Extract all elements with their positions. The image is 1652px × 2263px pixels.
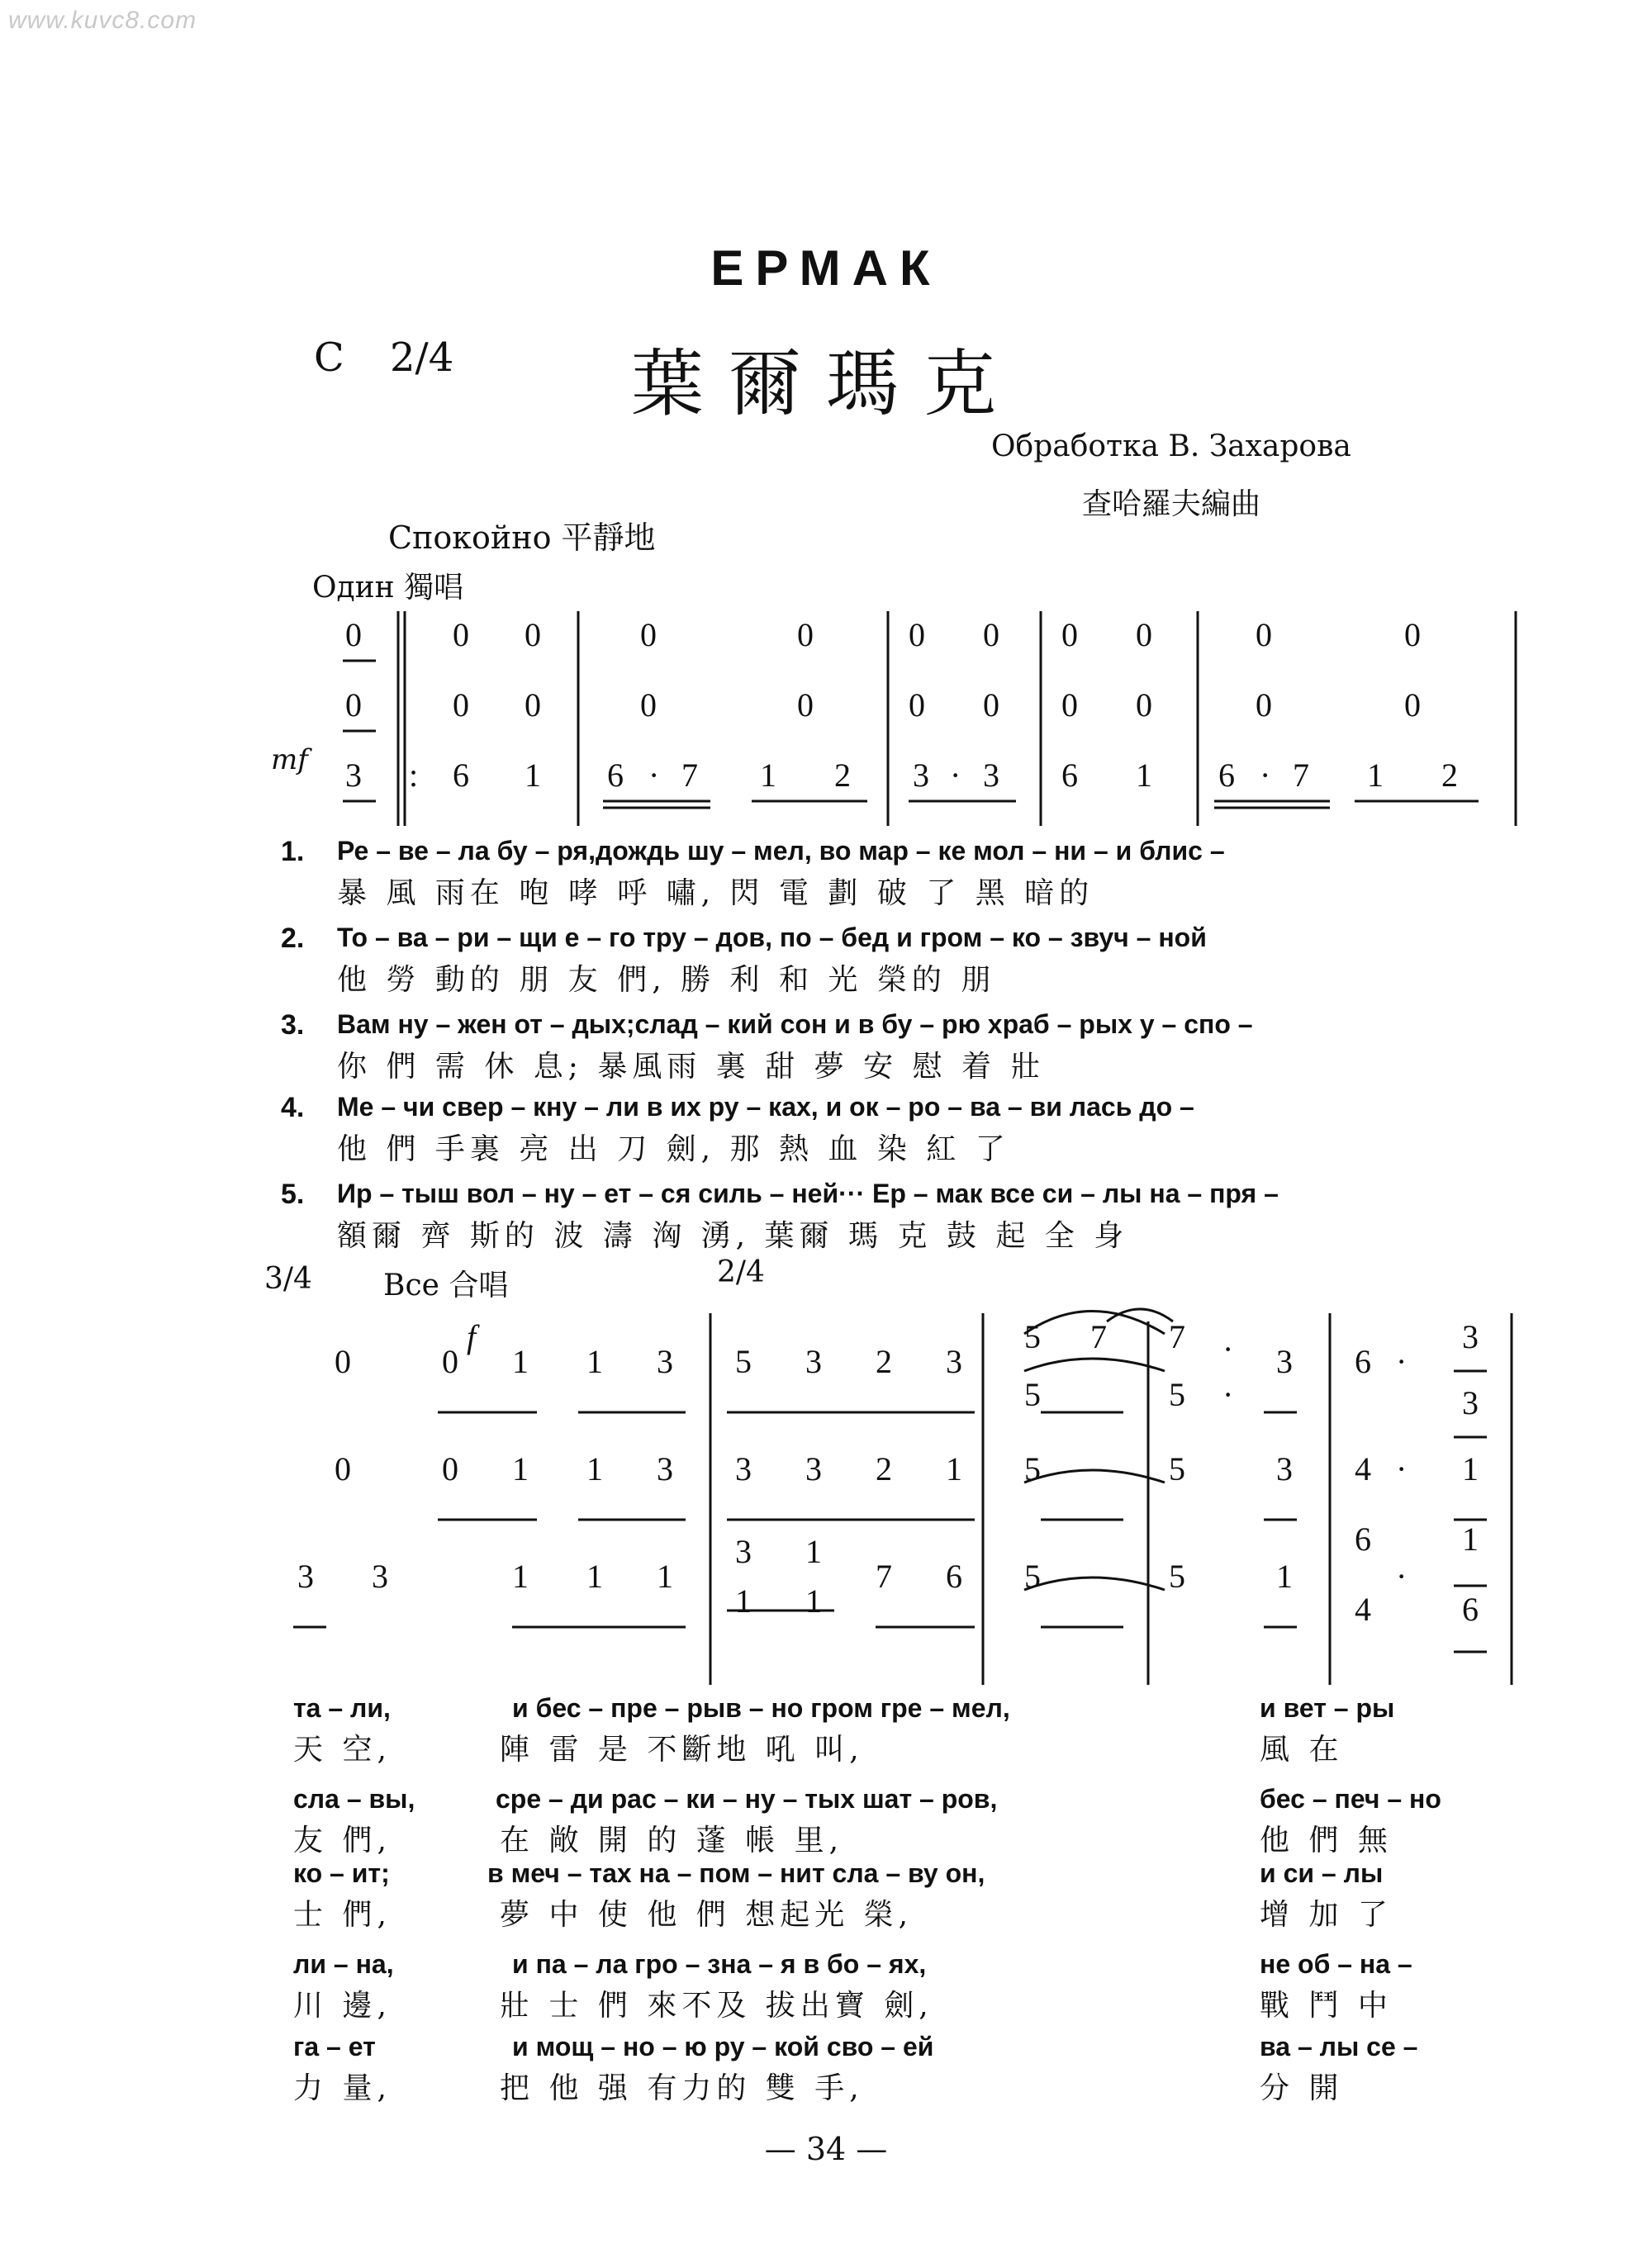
sys1-line1-note: 0: [345, 616, 362, 653]
verse-number: 3.: [281, 1009, 305, 1041]
sys1-line3-note: 3: [983, 757, 999, 794]
sys1-line3-note: 6: [607, 757, 624, 794]
credit-chinese: 查哈羅夫編曲: [1082, 487, 1261, 521]
section2-label: Все 合唱: [383, 1269, 509, 1302]
sys2-line2-note: 3: [805, 1450, 822, 1487]
sys2-line1-note: 5: [1024, 1318, 1041, 1355]
verse2-ru-a: ли – на,: [293, 1949, 394, 1979]
verse2-ru-c: бес – печ – но: [1260, 1784, 1441, 1814]
sys1-line3-note: 7: [681, 757, 698, 794]
sys1-line1-note: 0: [1256, 616, 1272, 653]
sys2-line2-note: 1: [586, 1450, 603, 1487]
verse2-zh-c: 增 加 了: [1260, 1898, 1393, 1932]
sys1-line2-note: 0: [345, 686, 362, 723]
sys2-line1-note: 7: [1090, 1318, 1107, 1355]
sys1-line3-dot: ·: [950, 757, 961, 794]
verse2-zh-b: 在 敞 開 的 蓬 帳 里,: [500, 1824, 844, 1857]
sys1-line2-note: 0: [525, 686, 541, 723]
title-chinese: 葉爾瑪克: [630, 341, 1021, 426]
verse2-zh-a: 士 們,: [293, 1898, 392, 1932]
sys2-line2-note: 1: [1462, 1450, 1479, 1487]
sys2-line3-note: 3: [297, 1558, 314, 1595]
sys2-line1-note: 0: [442, 1343, 458, 1380]
sys2-line2-note: 5: [1169, 1450, 1185, 1487]
dynamic-mf: mf: [271, 743, 308, 776]
sys2-line3-note: 6: [946, 1558, 962, 1595]
sys1-line1-note: 0: [1404, 616, 1421, 653]
sys2-line1-note: 5: [735, 1343, 752, 1380]
sys1-line1-note: 0: [983, 616, 999, 653]
verse2-zh-c: 戰 鬥 中: [1260, 1989, 1393, 2023]
watermark: www.kuvc8.com: [8, 7, 197, 34]
sys2-line3-note: 7: [876, 1558, 892, 1595]
verse2-zh-b: 壯 士 們 來不及 拔出寶 劍,: [500, 1989, 933, 2023]
sys1-line3-note: 3: [345, 757, 362, 794]
sys1-line2-note: 0: [1136, 686, 1152, 723]
section2-time2: 2/4: [717, 1255, 765, 1289]
sys1-line2-note: 0: [1404, 686, 1421, 723]
sys2-line1-note: 3: [1462, 1318, 1479, 1355]
sys2-line3-note: 6: [1462, 1591, 1479, 1628]
verse2-ru-a: сла – вы,: [293, 1784, 415, 1814]
verse-number: 2.: [281, 923, 305, 954]
verse2-ru-b: и мощ – но – ю ру – кой сво – ей: [512, 2032, 934, 2061]
solo-label: Один 獨唱: [312, 571, 464, 605]
sys1-line1-note: 0: [453, 616, 469, 653]
sys2-line1-note: 3: [1462, 1384, 1479, 1421]
sys2-line1-note: 0: [335, 1343, 351, 1380]
sys1-line2-note: 0: [640, 686, 657, 723]
sys2-line3-note: 5: [1024, 1558, 1041, 1595]
sys1-line3-note: 1: [1367, 757, 1384, 794]
sys1-line3-note: 7: [1293, 757, 1309, 794]
verse-ru: Вам ну – жен от – дых;слад – кий сон и в бу – рю храб – рых у – спо –: [337, 1009, 1253, 1039]
title-russian: ЕРМАК: [710, 240, 942, 296]
verse2-ru-b: и бес – пре – рыв – но гром гре – мел,: [512, 1693, 1010, 1723]
sys1-line3-note: 2: [834, 757, 851, 794]
verse2-ru-b: в меч – тах на – пом – нит сла – ву он,: [487, 1858, 985, 1888]
sys2-line2-note: 1: [946, 1450, 962, 1487]
verse-zh: 暴 風 雨在 咆 哮 呼 嘯, 閃 電 劃 破 了 黑 暗的: [337, 876, 1094, 910]
sys1-line1-note: 0: [909, 616, 925, 653]
verse2-ru-c: и си – лы: [1260, 1858, 1384, 1888]
page-number: — 34 —: [764, 2131, 888, 2167]
sys2-line2-note: 4: [1355, 1450, 1371, 1487]
sys1-line3-dot: ·: [648, 757, 660, 794]
sys2-line2-note: 3: [735, 1450, 752, 1487]
verse2-ru-a: та – ли,: [293, 1693, 391, 1723]
verse2-zh-a: 友 們,: [293, 1824, 392, 1857]
verse-zh: 你 們 需 休 息; 暴風雨 裏 甜 夢 安 慰 着 壯: [337, 1050, 1046, 1084]
sys2-line3-note: 1: [805, 1533, 822, 1570]
verse2-ru-b: и па – ла гро – зна – я в бо – ях,: [512, 1949, 927, 1979]
sys2-line3-note: 1: [657, 1558, 673, 1595]
verse2-zh-b: 夢 中 使 他 們 想起光 榮,: [500, 1898, 914, 1932]
sys2-line3-note: 1: [586, 1558, 603, 1595]
sys2-line1-dot: ·: [1222, 1376, 1234, 1413]
verse2-zh-c: 分 開: [1260, 2071, 1344, 2105]
sys1-line3-note: 1: [760, 757, 776, 794]
sys1-line2-note: 0: [1256, 686, 1272, 723]
sys2-line3-note: 3: [735, 1533, 752, 1570]
sys2-line3-note: 1: [735, 1582, 752, 1620]
verse2-zh-c: 他 們 無: [1260, 1824, 1393, 1857]
sys1-line3-note: 2: [1441, 757, 1458, 794]
sys1-line2-note: 0: [1061, 686, 1078, 723]
verse2-zh-b: 把 他 强 有力的 雙 手,: [500, 2071, 864, 2105]
sys2-line3-note: 1: [1276, 1558, 1293, 1595]
sys2-line2-note: 0: [335, 1450, 351, 1487]
time-signature: 2/4: [390, 334, 454, 381]
sys2-line3-note: 3: [372, 1558, 388, 1595]
verse2-ru-c: и вет – ры: [1260, 1693, 1395, 1723]
sys1-line1-note: 0: [525, 616, 541, 653]
sys2-line3-note: 6: [1355, 1521, 1371, 1558]
verse2-zh-a: 川 邊,: [293, 1989, 392, 2023]
dynamic-f: f: [467, 1318, 477, 1355]
sys2-line2-note: 2: [876, 1450, 892, 1487]
sys2-line2-note: 5: [1024, 1450, 1041, 1487]
sys2-line1-note: 3: [805, 1343, 822, 1380]
sys1-line1-note: 0: [1136, 616, 1152, 653]
verse-ru: Ир – тыш вол – ну – ет – ся силь – ней··· Ер – мак все си – лы на – пря –: [337, 1179, 1279, 1208]
sys2-line1-note: 5: [1169, 1376, 1185, 1413]
key-label: C: [314, 334, 344, 381]
sys1-line1-note: 0: [640, 616, 657, 653]
sys2-line3-note: 1: [512, 1558, 529, 1595]
sys2-line2-note: 3: [657, 1450, 673, 1487]
sys1-line3-dot: ·: [1260, 757, 1271, 794]
sys2-line2-note: 3: [1276, 1450, 1293, 1487]
sys2-line3-note: 1: [805, 1582, 822, 1620]
verse2-zh-b: 陣 雷 是 不斷地 吼 叫,: [500, 1733, 864, 1767]
sys1-line3-repeat: :: [409, 757, 419, 794]
sys1-line3-note: 6: [1218, 757, 1235, 794]
sys2-line2-note: 0: [442, 1450, 458, 1487]
sys2-line1-note: 5: [1024, 1376, 1041, 1413]
verse-ru: Ре – ве – ла бу – ря,дождь шу – мел, во мар – ке мол – ни – и блис –: [337, 836, 1225, 866]
verse-number: 5.: [281, 1179, 305, 1210]
verse-zh: 他 勞 動的 朋 友 們, 勝 利 和 光 榮的 朋: [337, 963, 996, 997]
verse-ru: Ме – чи свер – кну – ли в их ру – ках, и ок – ро – ва – ви лась до –: [337, 1092, 1194, 1122]
sys1-line3-note: 6: [453, 757, 469, 794]
credit-russian: Обработка В. Захарова: [991, 429, 1351, 463]
verse-ru: То – ва – ри – щи е – го тру – дов, по – бед и гром – ко – звуч – ной: [337, 923, 1207, 952]
verse2-ru-b: сре – ди рас – ки – ну – тых шат – ров,: [496, 1784, 998, 1814]
sys2-line3-dot: ·: [1396, 1558, 1408, 1595]
sys1-line3-note: 3: [913, 757, 929, 794]
sys2-line1-note: 6: [1355, 1343, 1371, 1380]
verse2-ru-a: га – ет: [293, 2032, 376, 2061]
verse2-ru-c: ва – лы се –: [1260, 2032, 1418, 2061]
sys1-line1-note: 0: [797, 616, 814, 653]
sys1-line2-note: 0: [983, 686, 999, 723]
sys2-line1-note: 3: [657, 1343, 673, 1380]
verse-number: 1.: [281, 836, 305, 867]
sys1-line2-note: 0: [909, 686, 925, 723]
sys2-line3-note: 4: [1355, 1591, 1371, 1628]
sys2-line3-note: 1: [1462, 1521, 1479, 1558]
sys2-line2-note: 1: [512, 1450, 529, 1487]
verse-zh: 額爾 齊 斯的 波 濤 洶 湧, 葉爾 瑪 克 鼓 起 全 身: [337, 1219, 1129, 1253]
verse-zh: 他 們 手裏 亮 出 刀 劍, 那 熱 血 染 紅 了: [337, 1132, 1010, 1166]
verse2-zh-a: 天 空,: [293, 1733, 392, 1767]
sys1-line3-note: 1: [525, 757, 541, 794]
sys2-line1-note: 3: [946, 1343, 962, 1380]
tempo-marking: Спокойно 平靜地: [388, 519, 656, 556]
sys2-line1-dot: ·: [1396, 1343, 1408, 1380]
sys1-line2-note: 0: [797, 686, 814, 723]
section2-time: 3/4: [264, 1262, 312, 1296]
sys2-line2-dot: ·: [1396, 1450, 1408, 1487]
verse2-ru-a: ко – ит;: [293, 1858, 390, 1888]
sys2-line1-note: 3: [1276, 1343, 1293, 1380]
verse-number: 4.: [281, 1092, 305, 1123]
sys2-line1-note: 1: [512, 1343, 529, 1380]
verse2-zh-a: 力 量,: [293, 2071, 392, 2105]
sys2-line1-note: 7: [1169, 1318, 1185, 1355]
sys1-line3-note: 6: [1061, 757, 1078, 794]
sys2-line1-note: 2: [876, 1343, 892, 1380]
verse2-ru-c: не об – на –: [1260, 1949, 1412, 1979]
sys2-line3-note: 5: [1169, 1558, 1185, 1595]
verse2-zh-c: 風 在: [1260, 1733, 1344, 1767]
sys2-line1-dot: ·: [1222, 1331, 1234, 1368]
sys2-line1-note: 1: [586, 1343, 603, 1380]
sys1-line3-note: 1: [1136, 757, 1152, 794]
sys1-line2-note: 0: [453, 686, 469, 723]
sys1-line1-note: 0: [1061, 616, 1078, 653]
